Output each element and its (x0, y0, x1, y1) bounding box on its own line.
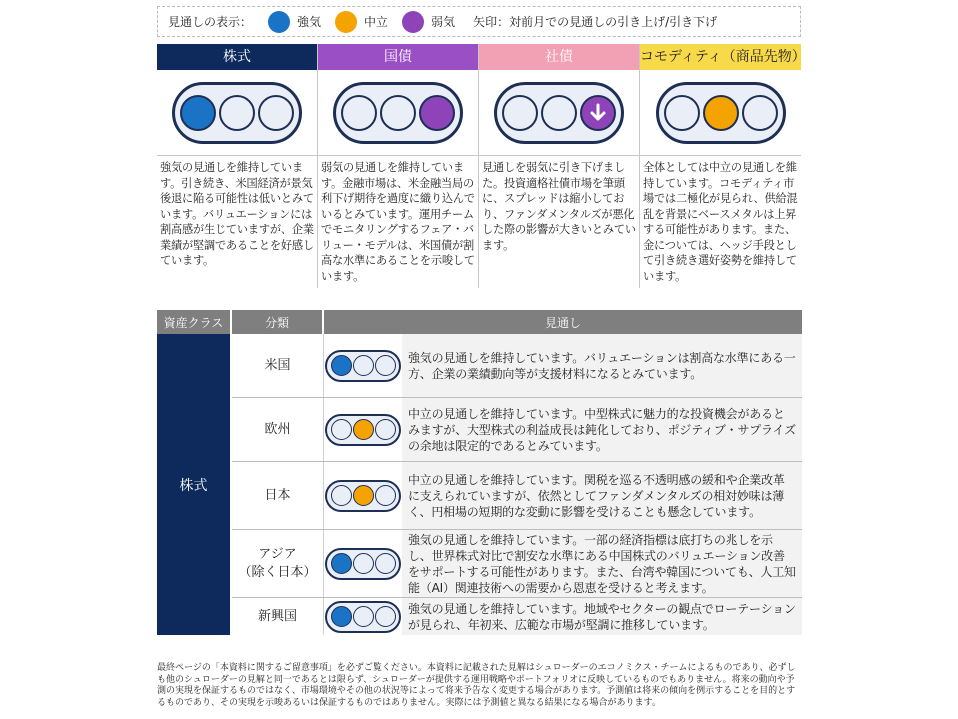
table-row (232, 530, 802, 598)
column-government-bonds (318, 44, 479, 288)
signal-panel (318, 70, 478, 156)
column-description: 弱気の見通しを維持しています。金融市場は、米金融当局の利下げ期待を過度に織り込んでいるとみています。運用チームでモニタリングするフェア・バリュー・モデルは、米国債が割高な水準にあることを示唆しています。 (321, 161, 475, 283)
legend (157, 6, 801, 37)
region-cell: アジア （除く日本） (232, 530, 324, 597)
signal-circle (375, 606, 396, 627)
traffic-light-icon (325, 601, 401, 633)
outlook-cell: 強気の見通しを維持しています。地域やセクターの観点でローテーションが見られ、年初来、広範な市場が堅調に推移しています。 (402, 598, 802, 635)
header-category: 分類 (232, 310, 324, 334)
legend-label: 強気 (297, 15, 322, 29)
signal-circle (331, 606, 352, 627)
legend-item-bullish (268, 11, 321, 33)
table-row (232, 598, 802, 635)
region-cell: 日本 (232, 462, 324, 529)
asset-class-cell: 株式 (157, 334, 230, 635)
outlook-cell: 強気の見通しを維持しています。一部の経済指標は底打ちの兆しを示し、世界株式対比で割安な水準にある中国株式のバリュエーション改善をサポートする可能性があります。また、台湾や韓国についても、人工知能（AI）関連技術への需要から恩恵を受けると考えます。 (402, 530, 802, 597)
signal-cell (324, 462, 402, 529)
region-cell: 新興国 (232, 598, 324, 635)
column-description: 見通しを弱気に引き下げました。投資適格社債市場を筆頭に、スプレッドは縮小しており、ファンダメンタルズが悪化した際の影響が大きいとみています。 (482, 161, 636, 252)
bearish-dot-icon (402, 11, 424, 33)
column-header: 社債 (479, 44, 639, 70)
legend-item-neutral (335, 11, 388, 33)
signal-circle (703, 95, 739, 131)
traffic-light-icon (172, 82, 302, 144)
column-corporate-bonds (479, 44, 640, 288)
table-row (232, 462, 802, 530)
column-equity (157, 44, 318, 288)
table-row (232, 398, 802, 462)
header-asset-class: 資産クラス (157, 310, 232, 334)
traffic-light-icon (325, 480, 401, 512)
traffic-light-icon (494, 82, 624, 144)
signal-cell (324, 334, 402, 397)
traffic-light-icon (656, 82, 786, 144)
signal-circle (353, 355, 374, 376)
column-commodities (640, 44, 806, 288)
signal-panel (479, 70, 639, 156)
column-header: コモディティ（商品先物） (640, 44, 801, 70)
header-outlook: 見通し (544, 315, 581, 330)
signal-panel (640, 70, 801, 156)
signal-circle (742, 95, 778, 131)
signal-circle (331, 355, 352, 376)
signal-circle (353, 485, 374, 506)
region-cell: 米国 (232, 334, 324, 397)
signal-circle (353, 606, 374, 627)
table-rows (232, 334, 802, 635)
signal-circle (419, 95, 455, 131)
signal-circle (502, 95, 538, 131)
outlook-cell: 中立の見通しを維持しています。中型株式に魅力的な投資機会があるとみますが、大型株式の利益成長は鈍化しており、ポジティブ・サプライズの余地は限定的であるとみています。 (402, 398, 802, 461)
signal-circle (341, 95, 377, 131)
signal-circle (258, 95, 294, 131)
equity-outlook-table (157, 310, 802, 635)
down-arrow-icon (585, 100, 611, 126)
signal-panel (157, 70, 317, 156)
legend-label: 弱気 (431, 15, 456, 29)
signal-circle (580, 95, 616, 131)
disclaimer-footnote: 最終ページの「本資料に関するご留意事項」を必ずご覧ください。本資料に記載された見解はシュローダーのエコノミクス・チームによるものであり、必ずしも他のシュローダーの見解と同一であるとは限らず、シュローダーが提供する運用戦略やポートフォリオに反映しているものでもありません。将来の動向や予測の実現を保証するものではなく、市場環境やその他の状況等によって将来予告なく変更する場合があります。予測値は将来の傾向を例示することを目的とするものであり、その実現を示唆あるいは保証するものではありません。実際には予測値と異なる結果になる場合があります。 (157, 663, 796, 708)
signal-circle (380, 95, 416, 131)
signal-circle (375, 553, 396, 574)
signal-circle (541, 95, 577, 131)
signal-circle (664, 95, 700, 131)
signal-circle (375, 419, 396, 440)
signal-circle (180, 95, 216, 131)
signal-circle (331, 419, 352, 440)
outlook-cell: 強気の見通しを維持しています。バリュエーションは割高な水準にある一方、企業の業績動向等が支援材料になるとみています。 (402, 334, 802, 397)
asset-outlook-columns (157, 44, 806, 288)
neutral-dot-icon (335, 11, 357, 33)
traffic-light-icon (333, 82, 463, 144)
table-body (157, 334, 802, 635)
column-description: 強気の見通しを維持しています。引き続き、米国経済が景気後退に陥る可能性は低いとみています。バリュエーションには割高感が生じていますが、企業業績が堅調であることを好感しています。 (160, 161, 314, 267)
legend-label: 中立 (364, 15, 389, 29)
table-row (232, 334, 802, 398)
signal-circle (353, 419, 374, 440)
signal-circle (353, 553, 374, 574)
column-header: 株式 (157, 44, 317, 70)
table-header (157, 310, 802, 334)
signal-circle (375, 355, 396, 376)
traffic-light-icon (325, 414, 401, 446)
region-cell: 欧州 (232, 398, 324, 461)
legend-item-bearish (402, 11, 455, 33)
signal-circle (331, 553, 352, 574)
signal-circle (219, 95, 255, 131)
bullish-dot-icon (268, 11, 290, 33)
legend-title: 見通しの表示： (168, 15, 253, 29)
column-header: 国債 (318, 44, 478, 70)
signal-circle (331, 485, 352, 506)
legend-arrow-note: 矢印：対前月での見通しの引き上げ/引き下げ (473, 15, 718, 29)
traffic-light-icon (325, 350, 401, 382)
signal-cell (324, 530, 402, 597)
signal-cell (324, 398, 402, 461)
traffic-light-icon (325, 548, 401, 580)
signal-circle (375, 485, 396, 506)
outlook-cell: 中立の見通しを維持しています。関税を巡る不透明感の緩和や企業改革に支えられていますが、依然としてファンダメンタルズの相対妙味は薄く、円相場の短期的な変動に影響を受けることも懸念しています。 (402, 462, 802, 529)
signal-cell (324, 598, 402, 635)
column-description: 全体としては中立の見通しを維持しています。コモディティ市場では二極化が見られ、供給混乱を背景にベースメタルは上昇する可能性があります。また、金については、ヘッジ手段として引き続き選好姿勢を維持しています。 (643, 161, 798, 283)
